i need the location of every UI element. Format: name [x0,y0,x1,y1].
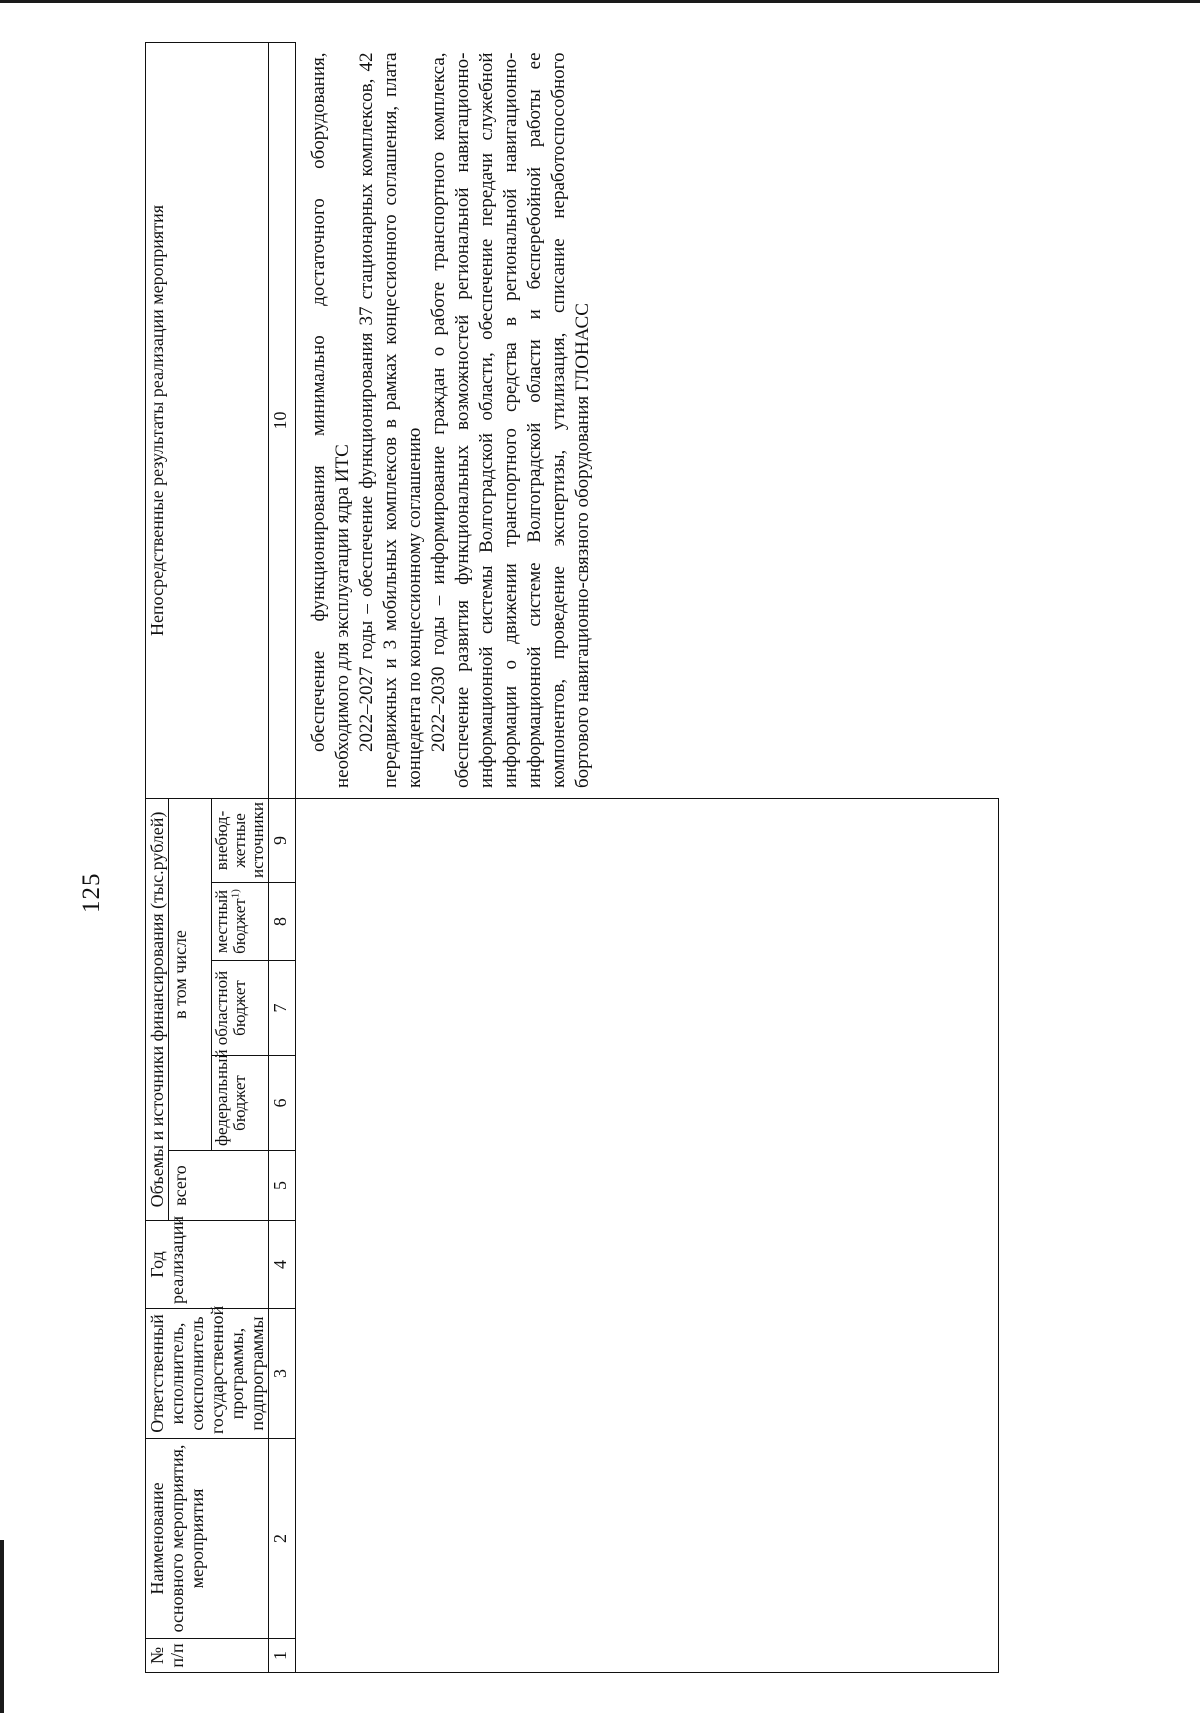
header-name: Наименование основного мероприятия, мероприятия [146,1439,269,1639]
column-number: 7 [269,961,296,1056]
funding-table [145,42,999,1673]
column-number: 2 [269,1439,296,1639]
page-number: 125 [78,872,105,913]
table-row [296,42,999,1672]
results-cell [296,42,999,798]
header-num: № п/п [146,1639,269,1673]
column-number: 1 [269,1639,296,1673]
header-total: всего [169,1151,269,1221]
result-paragraph: 2022–2030 годы – информирование граждан о работе транспортного комплекса, обеспечение развития функциональных возможностей региональной навигационно-информационной системы Волгоградской области, обеспечение передачи служебной информации о движении транспортного средства в региональной навигационно-информационной системе Волгоградской области и бесперебойной работы ее компонентов, проведение экспертизы, утилизация, списание неработоспособного бортового навигационно-связного оборудования ГЛОНАСС [428,52,593,788]
column-number-row [269,42,296,1672]
result-paragraph: обеспечение функционирования минимально достаточного оборудования, необходимого для эксплуатации ядра ИТС [308,52,353,788]
column-number: 4 [269,1221,296,1309]
result-paragraph: 2022–2027 годы – обеспечение функционирования 37 стационарных комплексов, 42 передвижных и 3 мобильных комплексов в рамках концессионного соглашения, плата концедента по концессионному соглашению [356,52,425,788]
header-local-text: местный бюджет [212,889,249,954]
column-number: 3 [269,1309,296,1439]
header-funding-group: Объемы и источники финансирования (тыс.рублей) [146,798,169,1220]
column-number: 9 [269,798,296,882]
empty-cells [296,798,999,1672]
header-federal: федеральный бюджет [212,1056,269,1151]
header-extra: внебюд-жетные источники [212,798,269,882]
header-responsible: Ответственный исполнитель, соисполнитель государственной программы, подпрограммы [146,1309,269,1439]
header-local-footnote: 1) [229,889,242,899]
header-local [212,883,269,961]
column-number: 5 [269,1151,296,1221]
header-results: Непосредственные результаты реализации мероприятия [146,42,269,798]
header-year: Год реализации [146,1221,269,1309]
column-number: 10 [269,42,296,798]
header-including: в том числе [169,798,212,1150]
column-number: 6 [269,1056,296,1151]
header-regional: областной бюджет [212,961,269,1056]
column-number: 8 [269,883,296,961]
